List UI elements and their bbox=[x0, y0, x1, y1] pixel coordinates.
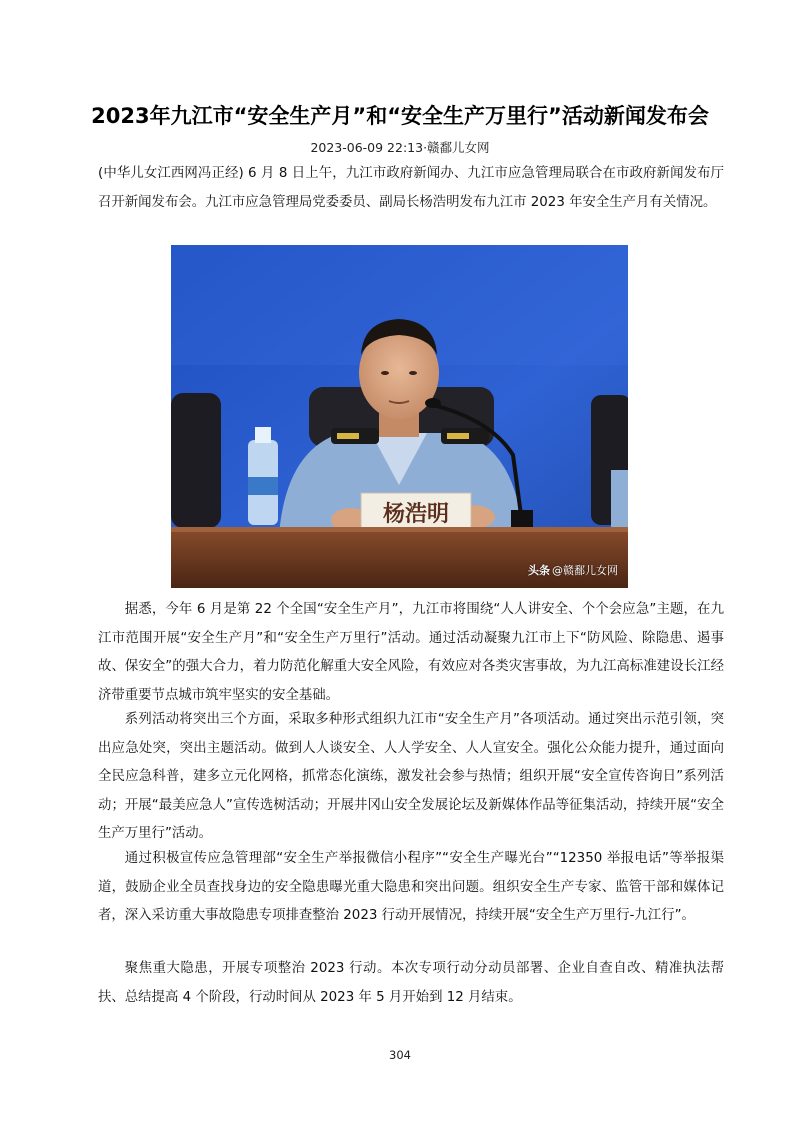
article-paragraph-3: 通过积极宣传应急管理部“安全生产举报微信小程序”“安全生产曝光台”“12350 举报电话”等举报渠道，鼓励企业全员查找身边的安全隐患曝光重大隐患和突出问题。组织安全生产专家、监管干部和媒体记者，深入采访重大事故隐患专项排查整治 2023 行动开展情况，持续开展“安全生产万里行-九江行”。 bbox=[98, 851, 724, 923]
article-title: 2023年九江市“安全生产月”和“安全生产万里行”活动新闻发布会 bbox=[91, 104, 709, 128]
article-paragraph-4: 聚焦重大隐患，开展专项整治 2023 行动。本次专项行动分动员部署、企业自查自改、精准执法帮扶、总结提高 4 个阶段，行动时间从 2023 年 5 月开始到 12 月结束。 bbox=[98, 961, 724, 1005]
article-paragraph-1: 据悉，今年 6 月是第 22 个全国“安全生产月”，九江市将围绕“人人讲安全、个个会应急”主题，在九江市范围开展“安全生产月”和“安全生产万里行”活动。通过活动凝聚九江市上下“防风险、除隐患、遏事故、保安全”的强大合力，着力防范化解重大安全风险，有效应对各类灾害事故，为九江高标准建设长江经济带重要节点城市筑牢坚实的安全基础。 bbox=[98, 602, 724, 703]
nameplate-text: 杨浩明 bbox=[382, 501, 450, 527]
page-number: 304 bbox=[389, 1048, 411, 1062]
press-conference-illustration bbox=[171, 245, 628, 588]
article-photo bbox=[171, 245, 628, 588]
photo-watermark bbox=[528, 562, 618, 578]
article-byline: 2023-06-09 22:13·赣鄱儿女网 bbox=[310, 140, 490, 155]
article-paragraph-2: 系列活动将突出三个方面，采取多种形式组织九江市“安全生产月”各项活动。通过突出示范引领，突出应急处突，突出主题活动。做到人人谈安全、人人学安全、人人宣安全。强化公众能力提升，通过面向全民应急科普，建多立元化网格，抓常态化演练，激发社会参与热情；组织开展“安全宣传咨询日”系列活动；开展“最美应急人”宣传选树活动；开展井冈山安全发展论坛及新媒体作品等征集活动，持续开展“安全生产万里行”活动。 bbox=[98, 712, 724, 841]
watermark-brand: 头条 bbox=[528, 564, 550, 577]
watermark-handle: @赣鄱儿女网 bbox=[552, 564, 618, 577]
article-intro: (中华儿女江西网冯正经) 6 月 8 日上午，九江市政府新闻办、九江市应急管理局联合在市政府新闻发布厅召开新闻发布会。九江市应急管理局党委委员、副局长杨浩明发布九江市 2023 年安全生产月有关情况。 bbox=[98, 166, 724, 210]
